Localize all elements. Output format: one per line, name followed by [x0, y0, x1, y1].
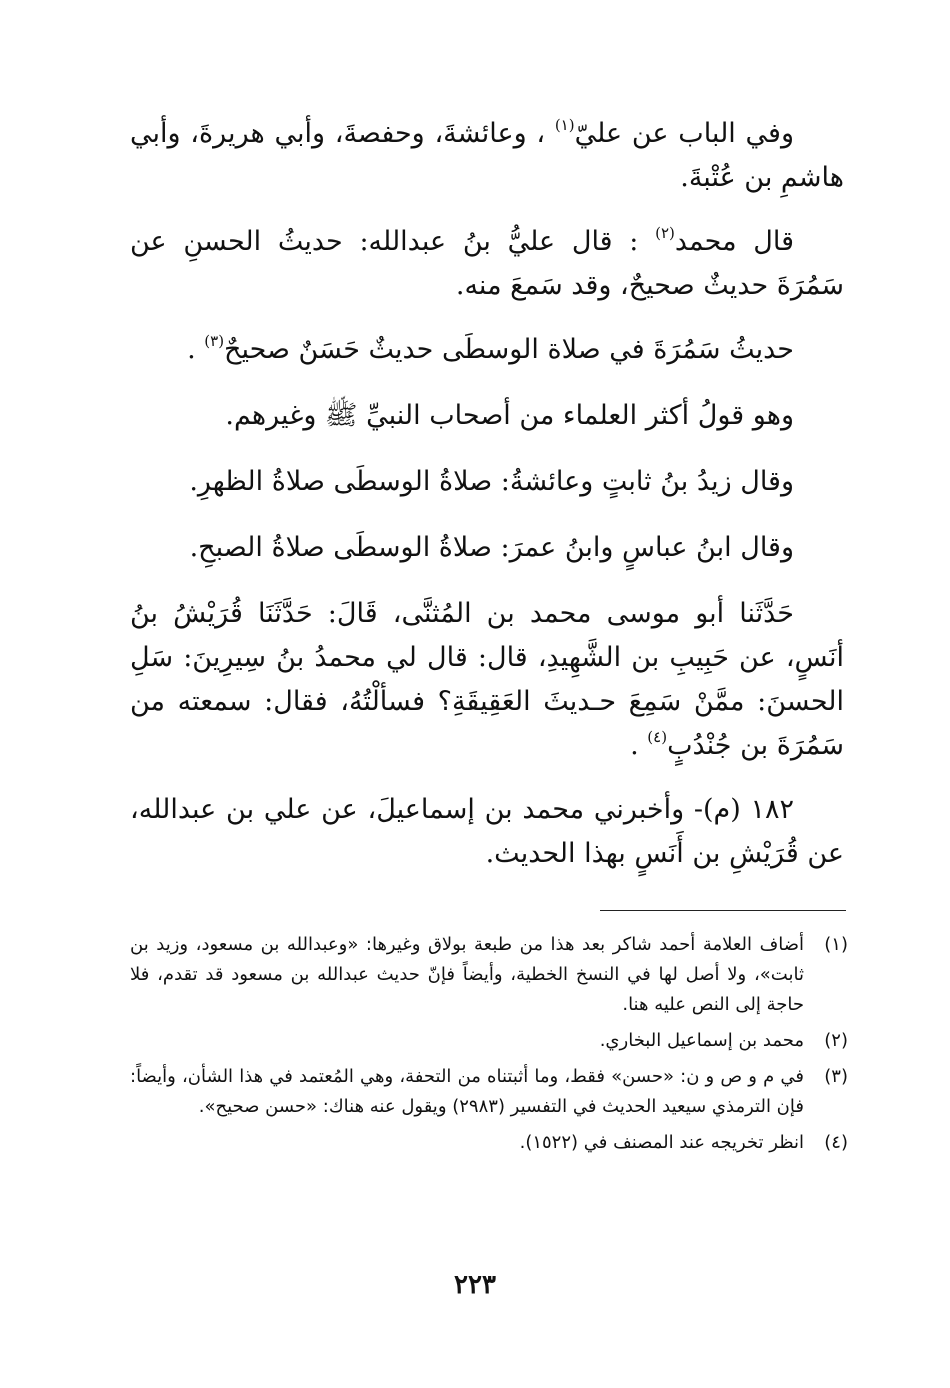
- footnote-number: (٤): [824, 1132, 848, 1153]
- paragraph-1-text: وفي الباب عن عليّ: [574, 118, 794, 149]
- paragraph-3-text: حديثُ سَمُرَةَ في صلاة الوسطَى حديثٌ حَسَنٌ صحيحٌ: [224, 334, 794, 365]
- paragraph-8-hadith-182: ١٨٢ (م)- وأخبرني محمد بن إسماعيلَ، عن علي بن عبدالله، عن قُرَيْشِ بن أَنَسٍ بهذا الحديث.: [130, 794, 844, 869]
- footnote-3: [130, 1062, 848, 1122]
- footnote-text: انظر تخريجه عند المصنف في (١٥٢٢).: [519, 1132, 804, 1153]
- footnote-number: (٢): [824, 1030, 848, 1051]
- footnote-divider: [600, 910, 846, 911]
- paragraph-7: [130, 592, 844, 768]
- paragraph-6: وقال ابنُ عباسٍ وابنُ عمرَ: صلاةُ الوسطَى صلاةُ الصبحِ.: [189, 532, 794, 563]
- footnote-number: (٣): [824, 1066, 848, 1087]
- footnotes-section: [130, 930, 848, 1164]
- page-number: ٢٢٣: [454, 1270, 496, 1300]
- footnote-1: [130, 930, 848, 1020]
- footnote-text: في م و ص و ن: «حسن» فقط، وما أثبتناه من التحفة، وهي المُعتمد في هذا الشأن، وأيضاً: فإن الترمذي سيعيد الحديث في التفسير (٢٩٨٣) ويقول عنه هناك: «حسن صحيح».: [130, 1066, 804, 1117]
- paragraph-4: وهو قولُ أكثر العلماء من أصحاب النبيِّ ﷺ وغيرهم.: [225, 400, 794, 431]
- paragraph-7-text-cont: .: [630, 730, 648, 761]
- paragraph-1: [130, 112, 844, 200]
- footnote-text: أضاف العلامة أحمد شاكر بعد هذا من طبعة بولاق وغيرها: «وعبدالله بن مسعود، وزيد بن ثابت»، ولا أصل لها في النسخ الخطية، وأيضاً فإنّ حديث عبدالله بن مسعود قد تقدم، فلا حاجة إلى النص عليه هنا.: [130, 934, 804, 1015]
- footnote-ref-4: (٤): [647, 728, 668, 746]
- footnote-4: [130, 1128, 848, 1158]
- paragraph-3: [130, 328, 844, 372]
- paragraph-2-text: قال محمد: [674, 226, 794, 257]
- paragraph-5: وقال زيدُ بنُ ثابتٍ وعائشةُ: صلاةُ الوسطَى صلاةُ الظهرِ.: [189, 466, 794, 497]
- footnote-number: (١): [824, 934, 848, 955]
- paragraph-2-text-cont: : قال عليُّ بنُ عبدالله: حديثُ الحسنِ عن سَمُرَةَ حديثٌ صحيحٌ، وقد سَمعَ منه.: [130, 226, 844, 301]
- main-text: [130, 112, 844, 896]
- paragraph-2: [130, 220, 844, 308]
- footnote-ref-3: (٣): [204, 332, 225, 350]
- footnote-ref-1: (١): [554, 116, 575, 134]
- paragraph-7-text: حَدَّثَنا أبو موسى محمد بن المُثنَّى، قَالَ: حَدَّثَنَا قُرَيْشُ بنُ أنَسٍ، عن حَبِيبِ بن الشَّهِيدِ، قال: قال لي محمدُ بنُ سِيرِينَ: سَلِ الحسنَ: ممَّنْ سَمِعَ حـديثَ العَقِيقَةِ؟ فسألْتُهُ، فقال: سمعته من سَمُرَةَ بن جُنْدُبٍ: [130, 598, 844, 761]
- paragraph-3-text-cont: .: [187, 334, 205, 365]
- footnote-text: محمد بن إسماعيل البخاري.: [599, 1030, 804, 1051]
- footnote-ref-2: (٢): [655, 224, 675, 242]
- footnote-2: [130, 1026, 848, 1056]
- paragraph-1-text-cont: ، وعائشةَ، وحفصةَ، وأبي هريرةَ، وأبي هاشمِ بن عُتْبةَ.: [130, 118, 844, 193]
